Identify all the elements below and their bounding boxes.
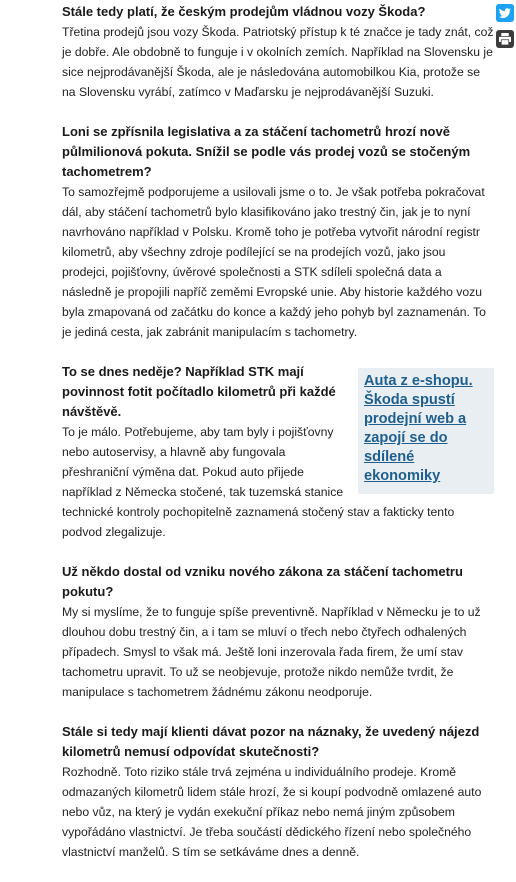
interview-answer: My si myslíme, že to funguje spíše preventivně. Například v Německu je to už dlouhou dobu trestný čin, a i tam se mluví o třech nebo čtyřech odhalených případech. Smysl to však má. Ještě loni inzerovala řada firem, že umí stav tachometru upravit. To už se neobjevuje, protože nikdo nemůže tvrdit, že manipulace s tachometrem žádnému zákonu neodporuje. bbox=[62, 605, 481, 699]
interview-answer: To samozřejmě podporujeme a usilovali jsme o to. Je však potřeba pokračovat dál, aby stáčení tachometrů bylo klasifikováno jako trestný čin, jak je to nyní navrhováno například v Polsku. Kromě toho je potřeba vytvořit národní registr kilometrů, aby všechny zdroje podílející se na prodejích vozů, jako jsou prodejci, pojišťovny, úvěrové společnosti a STK sdíleli společná data a následně je propojili napříč zeměmi Evropské unie. Aby historie každého vozu byla zmapovaná od začátku do konce a každý jeho pohyb byl zaznamenán. To je jediná cesta, jak zabránit manipulacím s tachometry. bbox=[62, 185, 486, 339]
related-article-box bbox=[358, 368, 494, 494]
interview-question: Stále si tedy mají klienti dávat pozor na náznaky, že uvedený nájezd kilometrů nemusí odpovídat skutečnosti? bbox=[62, 724, 480, 759]
twitter-icon[interactable] bbox=[496, 4, 514, 22]
interview-section-4 bbox=[62, 562, 494, 702]
interview-answer: Třetina prodejů jsou vozy Škoda. Patriotský přístup k té značce je tady znát, což je dobře. Ale obdobně to funguje i v okolních zemích. Například na Slovensku je sice nejprodávanější Škoda, ale je následována automobilkou Kia, protože se na Slovensku vyrábí, zatímco v Maďarsku je nejprodávanější Suzuki. bbox=[62, 25, 494, 99]
share-bar bbox=[496, 4, 516, 56]
interview-question: Loni se zpřísnila legislativa a za stáčení tachometrů hrozí nově půlmilionová pokuta. Snížil se podle vás prodej vozů se stočeným tachometrem? bbox=[62, 124, 471, 179]
interview-section-1 bbox=[62, 2, 494, 102]
interview-question: Stále tedy platí, že českým prodejům vládnou vozy Škoda? bbox=[62, 4, 426, 19]
interview-section-5 bbox=[62, 722, 494, 862]
twitter-bird-glyph bbox=[496, 4, 514, 22]
interview-answer: Rozhodně. Toto riziko stále trvá zejména u individuálního prodeje. Kromě odmazaných kilometrů lidem stále hrozí, že si koupí podvodně omlazené auto nebo vůz, na který je vydán exekuční příkaz nebo nemá jiným způsobem vypořádáno vlastnictví. Je třeba součástí dědického řízení nebo společného vlastnictví manželů. S tím se setkáváme dnes a denně. bbox=[62, 765, 482, 859]
interview-section-2 bbox=[62, 122, 494, 342]
article-body bbox=[62, 2, 494, 882]
print-icon[interactable] bbox=[496, 30, 514, 48]
printer-glyph bbox=[496, 30, 514, 48]
interview-section-3 bbox=[62, 362, 494, 542]
interview-question: Už někdo dostal od vzniku nového zákona za stáčení tachometru pokutu? bbox=[62, 564, 463, 599]
interview-question: To se dnes neděje? Například STK mají povinnost fotit počítadlo kilometrů při každé návštěvě. bbox=[62, 364, 336, 419]
related-article-link[interactable]: Auta z e-shopu. Škoda spustí prodejní web a zapojí se do sdílené ekonomiky bbox=[364, 373, 473, 484]
interview-answer: To je málo. Potřebujeme, aby tam byly i pojišťovny nebo autoservisy, a hlavně aby fungovala přeshraniční výměna dat. Pokud auto přijede například z Německa stočené, tak tuzemská stanice technické kontroly pochopitelně zaznamená stočený stav a fakticky tento podvod zlegalizuje. bbox=[62, 425, 455, 539]
